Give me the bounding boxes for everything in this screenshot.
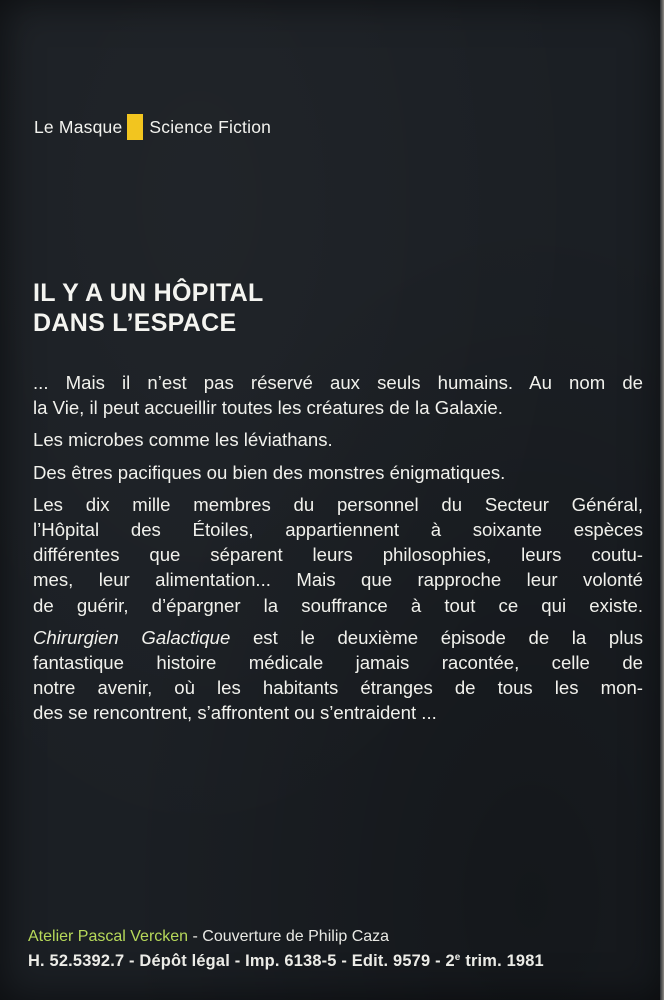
blurb-line: Les dix mille membres du personnel du Secteur Général, <box>33 493 643 515</box>
blurb-line: notre avenir, où les habitants étranges de tous les mon- <box>33 677 643 699</box>
atelier-credit: Atelier Pascal Vercken <box>28 928 189 945</box>
blurb-paragraph-1 <box>33 370 643 420</box>
blurb-line: Des êtres pacifiques ou bien des monstres énigmatiques. <box>33 461 506 483</box>
legal-notice <box>28 952 544 971</box>
publisher-name: Le Masque <box>34 116 123 137</box>
blurb-paragraph-2 <box>33 427 643 452</box>
blurb-line: Les microbes comme les léviathans. <box>33 429 333 451</box>
collection-name: Science Fiction <box>149 116 272 137</box>
cover-edge <box>660 0 664 1000</box>
series-color-mark <box>127 114 143 140</box>
legal-superscript: e <box>454 952 461 963</box>
blurb-line: ... Mais il n’est pas réservé aux seuls humains. Au nom de <box>33 372 643 393</box>
blurb-line: la Vie, il peut accueillir toutes les créatures de la Galaxie. <box>33 397 503 419</box>
headline <box>33 278 264 338</box>
headline-line-2: DANS L’ESPACE <box>33 309 237 337</box>
blurb-line: fantastique histoire médicale jamais racontée, celle de <box>33 652 643 674</box>
blurb-text <box>33 370 643 733</box>
cover-artist-credit: - Couverture de Philip Caza <box>188 928 390 945</box>
headline-line-1: IL Y A UN HÔPITAL <box>33 279 264 307</box>
blurb-line: mes, leur alimentation... Mais que rapproche leur volonté <box>33 569 643 591</box>
legal-trim: trim. 1981 <box>460 952 544 970</box>
legal-main: H. 52.5392.7 - Dépôt légal - Imp. 6138-5 - Edit. 9579 - 2 <box>28 952 455 970</box>
blurb-paragraph-4 <box>33 492 643 618</box>
blurb-line-rest: est le deuxième épisode de la plus <box>230 626 643 648</box>
blurb-paragraph-3 <box>33 460 643 485</box>
series-banner <box>34 114 271 140</box>
blurb-line: différentes que séparent leurs philosophies, leurs coutu- <box>33 544 643 566</box>
blurb-line <box>33 625 643 650</box>
blurb-line: de guérir, d’épargner la souffrance à tout ce qui existe. <box>33 594 643 616</box>
blurb-paragraph-5 <box>33 625 643 726</box>
blurb-line: l’Hôpital des Étoiles, appartiennent à soixante espèces <box>33 519 643 541</box>
blurb-line: des se rencontrent, s’affrontent ou s’entraident ... <box>33 702 437 724</box>
cover-credits <box>28 926 389 948</box>
book-title: Chirurgien Galactique <box>33 626 231 648</box>
